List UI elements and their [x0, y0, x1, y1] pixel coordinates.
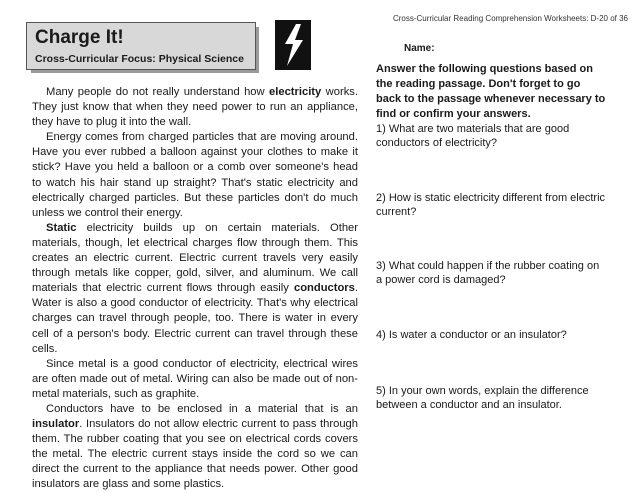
passage-paragraph-3 [32, 221, 358, 357]
passage-text: electricity builds up on certain materials. Other materials, though, let electrical charges flow through them. This creates an electric current. Electric current travels very easily through metals like copper, gold, silver, and aluminum. We call materials that electric current flows through easily [32, 221, 358, 295]
page-title: Charge It! [35, 27, 124, 48]
passage-text: . Insulators do not allow electric current to pass through them. The rubber coating that you see on electrical cords covers the metal. The electric current stays inside the cord so we can direct the current to the appliance that needs power. Other good insulators are glass and some plastics. [32, 418, 358, 491]
passage-paragraph-5 [32, 402, 358, 493]
keyword-insulator: insulator [32, 418, 80, 431]
page-subtitle: Cross-Curricular Focus: Physical Science [35, 53, 244, 65]
question-5: 5) In your own words, explain the difference between a conductor and an insulator. [376, 385, 589, 411]
title-box [26, 22, 256, 70]
question-4: 4) Is water a conductor or an insulator? [376, 329, 567, 341]
keyword-conductors: conductors [293, 282, 355, 295]
instructions: Answer the following questions based on the reading passage. Don't forget to go back to the passage whenever necessary to find or confirm your answers. [376, 63, 606, 120]
passage-text: Conductors have to be enclosed in a material that is an [46, 402, 358, 415]
passage-text: Many people do not really understand how [46, 86, 270, 98]
question-3: 3) What could happen if the rubber coating on a power cord is damaged? [376, 260, 600, 286]
worksheet-series-label: Cross-Curricular Reading Comprehension Worksheets: D-20 of 36 [392, 14, 628, 23]
passage-paragraph-1 [32, 85, 358, 130]
lightning-bolt-icon [275, 20, 311, 70]
passage-paragraph-2: Energy comes from charged particles that are moving around. Have you ever rubbed a balloon against your clothes to make it stick? Have you held a balloon or a comb over someone's head to watch his hair stand up straight? That's static electricity and electrically charged particles. But these particles don't do much unless we control their energy. [32, 131, 358, 219]
passage-text: works. They just know that when they need power to run an appliance, they have to plug it into the wall. [32, 86, 358, 129]
question-1: 1) What are two materials that are good conductors of electricity? [376, 123, 570, 149]
keyword-static: Static [46, 221, 77, 234]
passage-paragraph-4: Since metal is a good conductor of electricity, electrical wires are often made out of metal. Wiring can also be made out of non-metal materials, such as graphite. [32, 357, 358, 400]
passage-text: . Water is also a good conductor of electricity. That's why electrical charges can travel through people, too. There is water in every cell of a person's body. Electric current can travel through these cells. [32, 282, 358, 355]
question-2: 2) How is static electricity different from electric current? [376, 192, 606, 218]
reading-passage [32, 85, 358, 493]
name-label: Name: [404, 43, 435, 54]
keyword-electricity: electricity [269, 86, 322, 98]
